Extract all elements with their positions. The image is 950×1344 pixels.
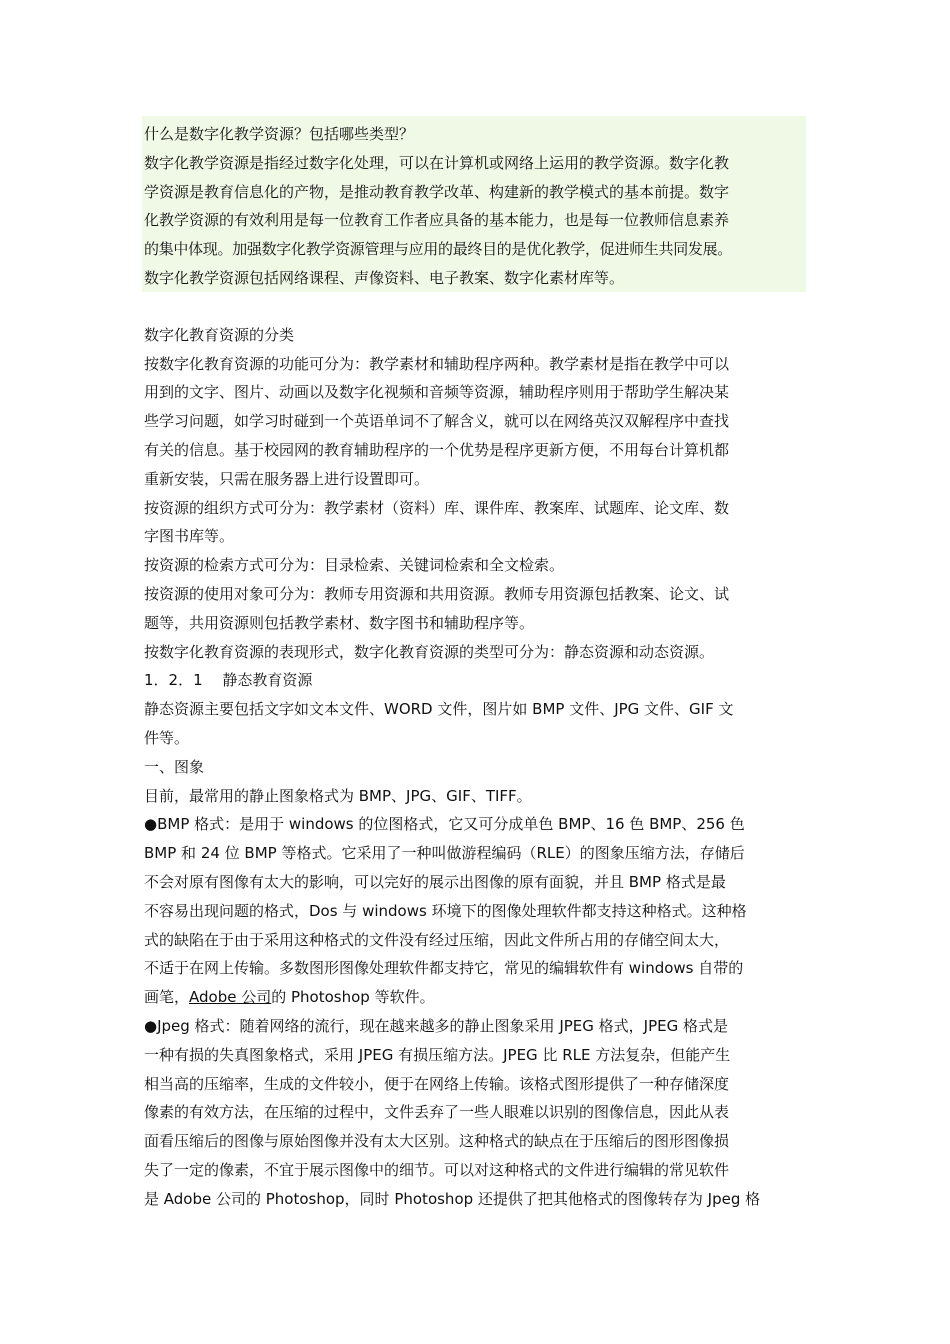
text-after-link: 的 Photoshop 等软件。 [271, 988, 435, 1007]
section-gap [144, 293, 808, 321]
paragraph-line: 按数字化教育资源的表现形式，数字化教育资源的类型可分为：静态资源和动态资源。 [144, 642, 715, 661]
paragraph-line: 像素的有效方法，在压缩的过程中，文件丢弃了一些人眼难以识别的图像信息，因此从表 [144, 1103, 730, 1122]
paragraph-line: 的集中体现。加强数字化教学资源管理与应用的最终目的是优化教学，促进师生共同发展。 [144, 240, 733, 259]
paragraph-line: 按资源的检索方式可分为：目录检索、关键词检索和全文检索。 [144, 556, 565, 575]
paragraph-line: 目前，最常用的静止图象格式为 BMP、JPG、GIF、TIFF。 [144, 786, 532, 805]
paragraph-line: 面看压缩后的图像与原始图像并没有太大区别。这种格式的缺点在于压缩后的图形图像损 [144, 1132, 730, 1151]
paragraph-line: 用到的文字、图片、动画以及数字化视频和音频等资源，辅助程序则用于帮助学生解决某 [144, 383, 730, 402]
section2-title: 数字化教育资源的分类 [144, 325, 295, 344]
adobe-link[interactable]: Adobe 公司 [189, 988, 272, 1007]
paragraph-line: 不会对原有图像有太大的影响，可以完好的展示出图像的原有面貌，并且 BMP 格式是最 [144, 872, 726, 891]
paragraph-line: 是 Adobe 公司的 Photoshop，同时 Photoshop 还提供了把其他格式的图像转存为 Jpeg 格 [144, 1189, 761, 1208]
paragraph-line: 数字化教学资源是指经过数字化处理，可以在计算机或网络上运用的教学资源。数字化教 [144, 153, 730, 172]
paragraph-line: 式的缺陷在于由于采用这种格式的文件没有经过压缩，因此文件所占用的存储空间太大， [144, 930, 730, 949]
paragraph-line: BMP 和 24 位 BMP 等格式。它采用了一种叫做游程编码（RLE）的图象压缩方法，存储后 [144, 844, 745, 863]
subsection-heading: 1．2．1 静态教育资源 [144, 671, 313, 690]
paragraph-line: 不容易出现问题的格式，Dos 与 windows 环境下的图像处理软件都支持这种格式。这种格 [144, 901, 747, 920]
paragraph-line: 按资源的组织方式可分为：教学素材（资料）库、课件库、教案库、试题库、论文库、数 [144, 498, 730, 517]
paragraph-line: 数字化教学资源包括网络课程、声像资料、电子教案、数字化素材库等。 [144, 268, 625, 287]
section1-title: 什么是数字化教学资源？包括哪些类型？ [144, 125, 415, 143]
paragraph-line: 一种有损的失真图象格式，采用 JPEG 有损压缩方法。JPEG 比 RLE 方法复杂，但能产生 [144, 1045, 731, 1064]
text-before-link: 画笔， [144, 988, 190, 1007]
paragraph-line: 静态资源主要包括文字如文本文件、WORD 文件，图片如 BMP 文件、JPG 文件、GIF 文 [144, 700, 734, 719]
paragraph-line: ●BMP 格式：是用于 windows 的位图格式，它又可分成单色 BMP、16 色 BMP、256 色 [144, 815, 745, 834]
paragraph-line: 件等。 [144, 728, 190, 747]
subsection-heading: 一、图象 [144, 757, 205, 776]
paragraph-line: 些学习问题，如学习时碰到一个英语单词不了解含义，就可以在网络英汉双解程序中查找 [144, 412, 730, 431]
paragraph-line: 重新安装，只需在服务器上进行设置即可。 [144, 469, 430, 488]
paragraph-line: 有关的信息。基于校园网的教育辅助程序的一个优势是程序更新方便，不用每台计算机都 [144, 440, 730, 459]
paragraph-line: 学资源是教育信息化的产物，是推动教育教学改革、构建新的教学模式的基本前提。数字 [144, 182, 730, 201]
paragraph-line: ●Jpeg 格式：随着网络的流行，现在越来越多的静止图象采用 JPEG 格式，JPEG 格式是 [144, 1016, 728, 1035]
paragraph-line: 失了一定的像素，不宜于展示图像中的细节。可以对这种格式的文件进行编辑的常见软件 [144, 1160, 730, 1179]
paragraph-line: 化教学资源的有效利用是每一位教育工作者应具备的基本能力，也是每一位教师信息素养 [144, 211, 730, 230]
document-content [144, 120, 808, 1213]
paragraph-line: 按数字化教育资源的功能可分为：教学素材和辅助程序两种。教学素材是指在教学中可以 [144, 354, 730, 373]
paragraph-line: 相当高的压缩率，生成的文件较小，便于在网络上传输。该格式图形提供了一种存储深度 [144, 1074, 730, 1093]
paragraph-line: 按资源的使用对象可分为：教师专用资源和共用资源。教师专用资源包括教案、论文、试 [144, 584, 730, 603]
paragraph-line: 字图书库等。 [144, 527, 235, 546]
paragraph-line: 不适于在网上传输。多数图形图像处理软件都支持它，常见的编辑软件有 windows 自带的 [144, 959, 744, 978]
paragraph-line-with-link [144, 983, 808, 1012]
paragraph-line: 题等，共用资源则包括教学素材、数字图书和辅助程序等。 [144, 613, 535, 632]
